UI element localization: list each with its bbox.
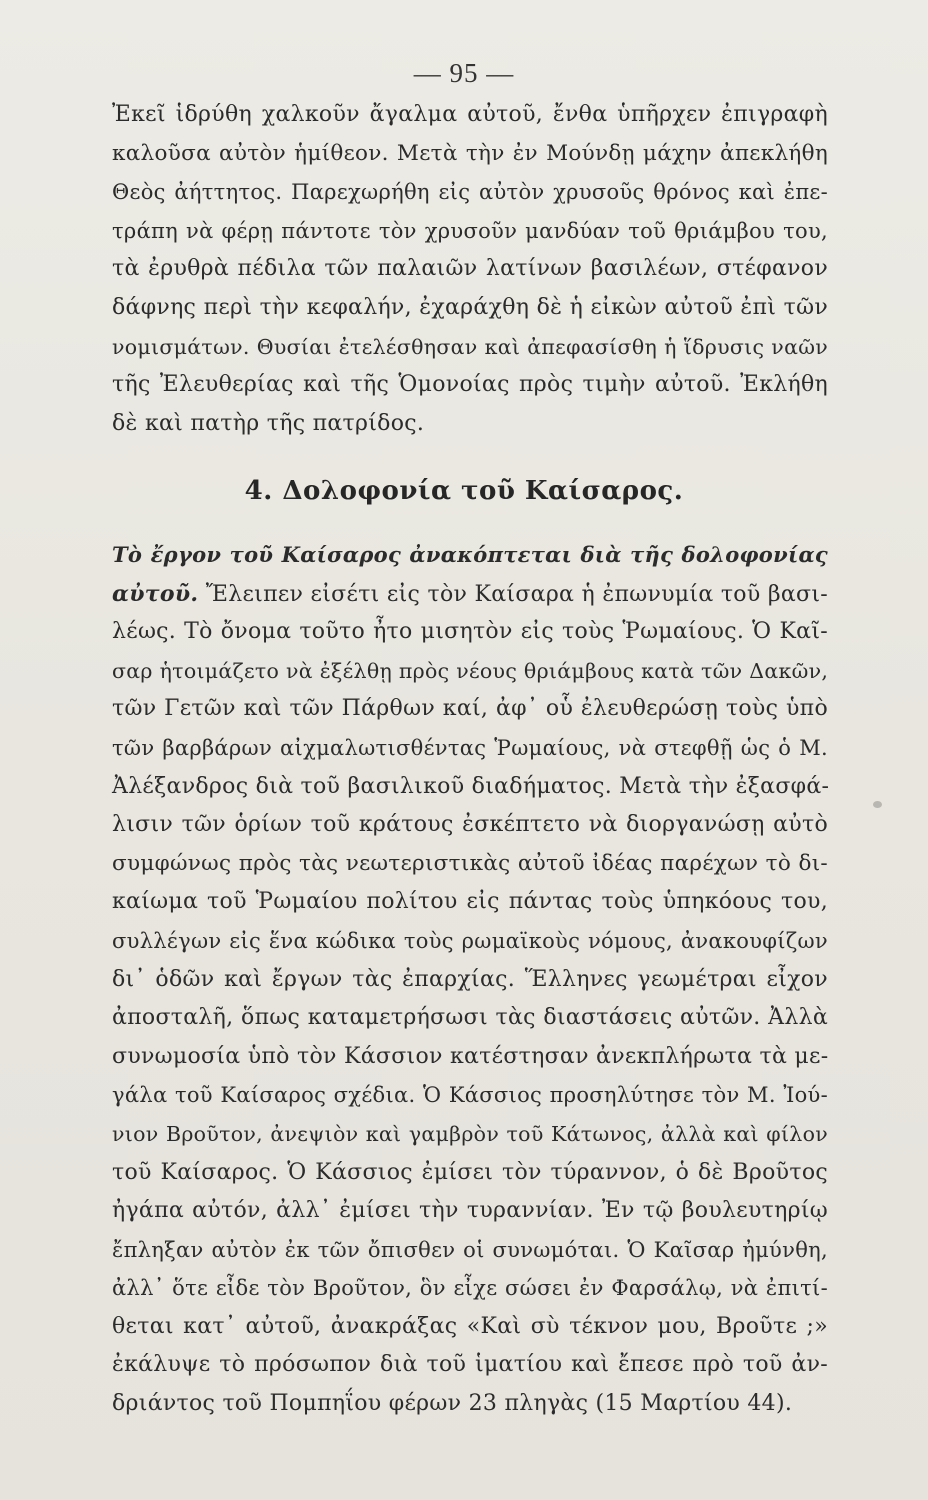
text-line: συλλέγων εἰς ἕνα κώδικα τοὺς ρωμαϊκοὺς νόμους, ἀνακουφίζων	[112, 928, 828, 953]
text-line: Ἐκεῖ ἱδρύθη χαλκοῦν ἄγαλμα αὐτοῦ, ἔνθα ὑπῆρχεν ἐπιγραφὴ	[112, 102, 828, 127]
text-line: δάφνης περὶ τὴν κεφαλήν, ἐχαράχθη δὲ ἡ εἰκὼν αὐτοῦ ἐπὶ τῶν	[112, 294, 828, 320]
text-line: λέως. Τὸ ὄνομα τοῦτο ἦτο μισητὸν εἰς τοὺς Ῥωμαίους. Ὁ Καῖ-	[112, 619, 828, 645]
text-line: ἀλλ᾽ ὅτε εἶδε τὸν Βροῦτον, ὃν εἶχε σώσει ἐν Φαρσάλῳ, νὰ ἐπιτί-	[112, 1276, 828, 1301]
text-line: καλοῦσα αὐτὸν ἡμίθεον. Μετὰ τὴν ἐν Μούνδῃ μάχην ἀπεκλήθη	[112, 140, 828, 166]
italic-lead-line	[112, 536, 828, 575]
text-line: ἐκάλυψε τὸ πρόσωπον διὰ τοῦ ἱματίου καὶ ἔπεσε πρὸ τοῦ ἀν-	[112, 1352, 828, 1378]
text-line: τῶν βαρβάρων αἰχμαλωτισθέντας Ῥωμαίους, νὰ στεφθῇ ὡς ὁ Μ.	[112, 735, 828, 760]
text-line: τοῦ Καίσαρος. Ὁ Κάσσιος ἐμίσει τὸν τύραννον, ὁ δὲ Βροῦτος	[112, 1159, 828, 1185]
text-line: νομισμάτων. Θυσίαι ἐτελέσθησαν καὶ ἀπεφασίσθη ἡ ἵδρυσις ναῶν	[112, 334, 828, 359]
text-line: νιον Βροῦτον, ἀνεψιὸν καὶ γαμβρὸν τοῦ Κάτωνος, ἀλλὰ καὶ φίλον	[112, 1121, 828, 1146]
italic-lead-end: αὐτοῦ.	[112, 580, 199, 607]
text-line: Ἀλέξανδρος διὰ τοῦ βασιλικοῦ διαδήματος. Μετὰ τὴν ἐξασφά-	[112, 773, 830, 799]
text-line: τῶν Γετῶν καὶ τῶν Πάρθων καί, ἀφ᾽ οὗ ἐλευθερώσῃ τοὺς ὑπὸ	[112, 696, 828, 722]
text-line: ἔπληξαν αὐτὸν ἐκ τῶν ὄπισθεν οἱ συνωμόται. Ὁ Καῖσαρ ἠμύνθη,	[112, 1237, 828, 1262]
text-line: δὲ καὶ πατὴρ τῆς πατρίδος.	[112, 410, 425, 436]
text-line-rest: Ἔλειπεν εἰσέτι εἰς τὸν Καίσαρα ἡ ἐπωνυμία τοῦ βασι-	[198, 581, 828, 607]
text-line: θεται κατ᾽ αὐτοῦ, ἀνακράξας «Καὶ σὺ τέκνον μου, Βροῦτε ;»	[112, 1313, 828, 1339]
text-line: τὰ ἐρυθρὰ πέδιλα τῶν παλαιῶν λατίνων βασιλέων, στέφανον	[112, 256, 828, 282]
page-number: — 95 —	[413, 58, 515, 88]
section-heading: 4. Δολοφονία τοῦ Καίσαρος.	[244, 476, 684, 506]
text-line: γάλα τοῦ Καίσαρος σχέδια. Ὁ Κάσσιος προσηλύτησε τὸν Μ. Ἰού-	[112, 1083, 828, 1108]
text-line: Θεὸς ἀήττητος. Παρεχωρήθη εἰς αὐτὸν χρυσοῦς θρόνος καὶ ἐπε-	[112, 180, 828, 205]
text-line: τῆς Ἐλευθερίας καὶ τῆς Ὁμονοίας πρὸς τιμὴν αὐτοῦ. Ἐκλήθη	[112, 372, 828, 398]
text-line: δι᾽ ὁδῶν καὶ ἔργων τὰς ἐπαρχίας. Ἕλληνες γεωμέτραι εἶχον	[112, 966, 828, 992]
text-line: σαρ ἡτοιμάζετο νὰ ἐξέλθῃ πρὸς νέους θριάμβους κατὰ τῶν Δακῶν,	[112, 658, 829, 683]
italic-lead: Τὸ ἔργον τοῦ Καίσαρος ἀνακόπτεται διὰ τῆς δολοφονίας	[112, 542, 828, 567]
text-line: δριάντος τοῦ Πομπηΐου φέρων 23 πληγὰς (15 Μαρτίου 44).	[112, 1391, 793, 1417]
text-line: ἀποσταλῆ, ὅπως καταμετρήσωσι τὰς διαστάσεις αὐτῶν. Ἀλλὰ	[112, 1005, 828, 1031]
text-line: ἠγάπα αὐτόν, ἀλλ᾽ ἐμίσει τὴν τυραννίαν. Ἐν τῷ βουλευτηρίῳ	[112, 1198, 828, 1224]
paper-blemish	[873, 801, 882, 808]
text-line: συμφώνως πρὸς τὰς νεωτεριστικὰς αὐτοῦ ἰδέας παρέχων τὸ δι-	[112, 850, 828, 876]
paragraph-1	[112, 96, 828, 443]
text-line: καίωμα τοῦ Ῥωμαίου πολίτου εἰς πάντας τοὺς ὑπηκόους του,	[112, 889, 828, 915]
text-line: συνωμοσία ὑπὸ τὸν Κάσσιον κατέστησαν ἀνεκπλήρωτα τὰ με-	[112, 1043, 829, 1069]
text-line: λισιν τῶν ὁρίων τοῦ κράτους ἐσκέπτετο νὰ διοργανώσῃ αὐτὸ	[112, 812, 828, 838]
text-line: τράπη νὰ φέρῃ πάντοτε τὸν χρυσοῦν μανδύαν τοῦ θριάμβου του,	[112, 218, 828, 243]
text-line	[112, 575, 828, 614]
paragraph-2	[112, 536, 828, 1424]
